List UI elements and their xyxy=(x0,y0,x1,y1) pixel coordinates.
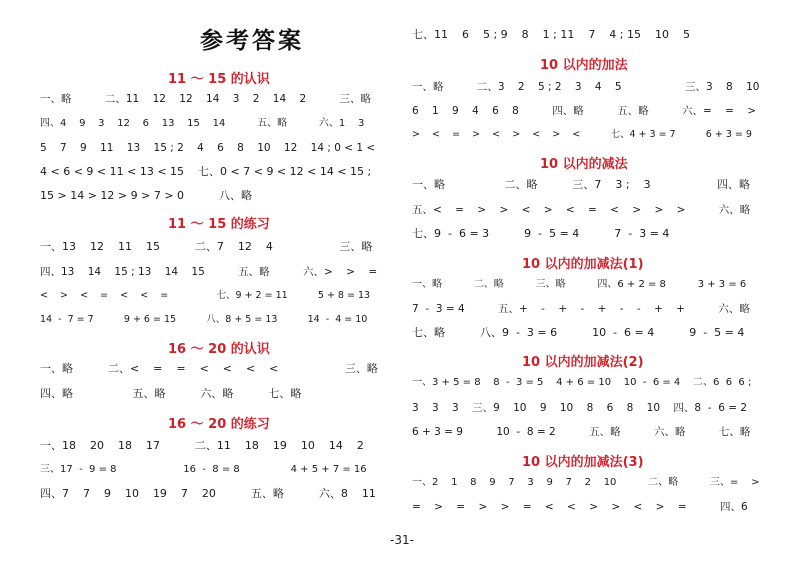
answer-line: 一、2 1 8 9 7 3 9 7 2 10 二、略 三、= > xyxy=(412,477,760,488)
answer-line: = > = > > = < < > > < > = 四、6 xyxy=(412,501,748,513)
answer-line: 一、18 20 18 17 二、11 18 19 10 14 2 xyxy=(40,439,364,452)
answer-line: 七、略 八、9 - 3 = 6 10 - 6 = 4 9 - 5 = 4 xyxy=(412,326,745,339)
answer-line: 四、7 7 9 10 19 7 20 五、略 六、8 11 xyxy=(40,487,376,500)
answer-line: 一、3 + 5 = 8 8 - 3 = 5 4 + 6 = 10 10 - 6 = 4 二、6 6 6 ; xyxy=(412,377,752,388)
answer-line: 6 + 3 = 9 10 - 8 = 2 五、略 六、略 七、略 xyxy=(412,426,751,438)
page-title: 参考答案 xyxy=(200,28,304,54)
section-heading: 11 ～ 15 的练习 xyxy=(168,217,270,232)
answer-line: 一、略 二、11 12 12 14 3 2 14 2 三、略 xyxy=(40,93,372,105)
answer-line: 6 1 9 4 6 8 四、略 五、略 六、= = > xyxy=(412,105,757,117)
answer-line: 七、11 6 5 ; 9 8 1 ; 11 7 4 ; 15 10 5 xyxy=(412,28,690,41)
answer-line: 4 < 6 < 9 < 11 < 13 < 15 七、0 < 7 < 9 < 12 < 14 < 15 ; xyxy=(40,165,372,178)
section-heading: 10 以内的加减法(1) xyxy=(522,257,644,272)
section-heading: 10 以内的加法 xyxy=(540,58,628,73)
answer-line: 14 - 7 = 7 9 + 6 = 15 八、8 + 5 = 13 14 - 4 = 10 xyxy=(40,314,368,325)
section-heading: 11 ～ 15 的认识 xyxy=(168,72,270,87)
section-heading: 16 ～ 20 的练习 xyxy=(168,417,270,432)
answer-line: 五、< = > > < > < = < > > > 六、略 xyxy=(412,204,751,216)
answer-line: > < = > < > < > < 七、4 + 3 = 7 6 + 3 = 9 xyxy=(412,129,752,140)
answer-line: 一、略 二、3 2 5 ; 2 3 4 5 三、3 8 10 xyxy=(412,81,760,93)
answer-line: 三、17 - 9 = 8 16 - 8 = 8 4 + 5 + 7 = 16 xyxy=(40,464,367,475)
answer-line: 七、9 - 6 = 3 9 - 5 = 4 7 - 3 = 4 xyxy=(412,227,670,240)
answer-line: < > < = < < = 七、9 + 2 = 11 5 + 8 = 13 xyxy=(40,290,371,301)
answer-line: 15 > 14 > 12 > 9 > 7 > 0 八、略 xyxy=(40,189,253,202)
answer-line: 一、略 二、略 三、略 四、6 + 2 = 8 3 + 3 = 6 xyxy=(412,279,747,290)
answer-line: 四、13 14 15 ; 13 14 15 五、略 六、> > = xyxy=(40,266,378,278)
answer-line: 四、略 五、略 六、略 七、略 xyxy=(40,387,302,400)
answer-line: 3 3 3 三、9 10 9 10 8 6 8 10 四、8 - 6 = 2 xyxy=(412,402,748,414)
answer-line: 四、4 9 3 12 6 13 15 14 五、略 六、1 3 xyxy=(40,118,365,129)
section-heading: 10 以内的加减法(3) xyxy=(522,455,644,470)
answer-line: 7 - 3 = 4 五、+ - + - + - - + + 六、略 xyxy=(412,303,750,315)
answer-line: 一、13 12 11 15 二、7 12 4 三、略 xyxy=(40,240,373,253)
section-heading: 16 ～ 20 的认识 xyxy=(168,342,270,357)
page-number: -31- xyxy=(390,533,414,547)
answer-line: 一、略 二、略 三、7 3 ; 3 四、略 xyxy=(412,178,751,191)
section-heading: 10 以内的减法 xyxy=(540,157,628,172)
section-heading: 10 以内的加减法(2) xyxy=(522,355,644,370)
answer-line: 5 7 9 11 13 15 ; 2 4 6 8 10 12 14 ; 0 < 1 < xyxy=(40,142,376,154)
answer-line: 一、略 二、< = = < < < < 三、略 xyxy=(40,362,378,375)
